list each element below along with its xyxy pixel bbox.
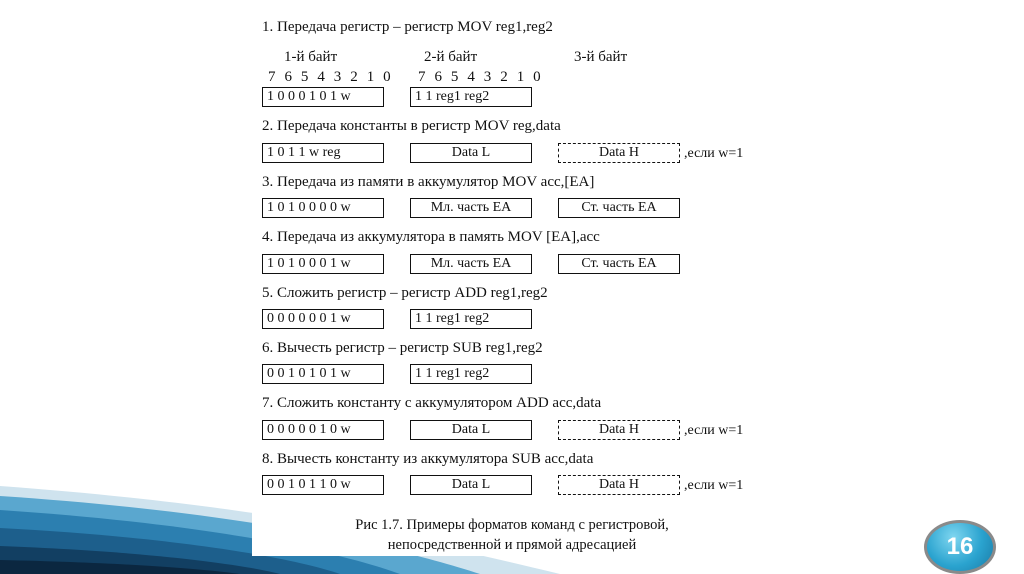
item-2-byte-2: Data L bbox=[410, 143, 532, 163]
item-7-byte-2: Data L bbox=[410, 420, 532, 440]
byte-label-1: 1-й байт bbox=[284, 49, 338, 65]
figure-caption-line-1: Рис 1.7. Примеры форматов команд с регистровой, bbox=[355, 517, 669, 533]
item-8-note: ,если w=1 bbox=[684, 478, 744, 493]
item-2-note: ,если w=1 bbox=[684, 146, 744, 161]
byte-label-2: 2-й байт bbox=[424, 49, 478, 65]
bit-numbers-2: 7 6 5 4 3 2 1 0 bbox=[418, 69, 544, 85]
item-7-byte-3: Data H bbox=[558, 420, 680, 440]
item-1-title: 1. Передача регистр – регистр MOV reg1,reg2 bbox=[262, 19, 553, 35]
item-3-byte-3: Ст. часть ЕА bbox=[558, 198, 680, 218]
item-1-byte-1: 1 0 0 0 1 0 1 w bbox=[262, 87, 384, 107]
item-1-byte-2: 1 1 reg1 reg2 bbox=[410, 87, 532, 107]
item-5-title: 5. Сложить регистр – регистр ADD reg1,reg2 bbox=[262, 285, 548, 301]
item-5-byte-1: 0 0 0 0 0 0 1 w bbox=[262, 309, 384, 329]
item-4-byte-3: Ст. часть ЕА bbox=[558, 254, 680, 274]
item-4-title: 4. Передача из аккумулятора в память MOV [EA],acc bbox=[262, 229, 600, 245]
bit-numbers-1: 7 6 5 4 3 2 1 0 bbox=[268, 69, 394, 85]
item-4-byte-2: Мл. часть ЕА bbox=[410, 254, 532, 274]
item-7-byte-1: 0 0 0 0 0 1 0 w bbox=[262, 420, 384, 440]
item-3-title: 3. Передача из памяти в аккумулятор MOV acc,[EA] bbox=[262, 174, 595, 190]
item-4-byte-1: 1 0 1 0 0 0 1 w bbox=[262, 254, 384, 274]
item-3-byte-1: 1 0 1 0 0 0 0 w bbox=[262, 198, 384, 218]
item-6-title: 6. Вычесть регистр – регистр SUB reg1,reg2 bbox=[262, 340, 543, 356]
item-7-title: 7. Сложить константу с аккумулятором ADD acc,data bbox=[262, 395, 602, 411]
item-2-title: 2. Передача константы в регистр MOV reg,data bbox=[262, 118, 561, 134]
item-2-byte-1: 1 0 1 1 w reg bbox=[262, 143, 384, 163]
item-2-byte-3: Data H bbox=[558, 143, 680, 163]
figure-caption-line-2: непосредственной и прямой адресацией bbox=[387, 537, 637, 553]
item-6-byte-1: 0 0 1 0 1 0 1 w bbox=[262, 364, 384, 384]
item-6-byte-2: 1 1 reg1 reg2 bbox=[410, 364, 532, 384]
item-3-byte-2: Мл. часть ЕА bbox=[410, 198, 532, 218]
byte-label-3: 3-й байт bbox=[574, 49, 628, 65]
item-8-byte-3: Data H bbox=[558, 475, 680, 495]
item-7-note: ,если w=1 bbox=[684, 423, 744, 438]
item-5-byte-2: 1 1 reg1 reg2 bbox=[410, 309, 532, 329]
slide-number-badge: 16 bbox=[924, 520, 996, 574]
item-8-byte-2: Data L bbox=[410, 475, 532, 495]
item-8-byte-1: 0 0 1 0 1 1 0 w bbox=[262, 475, 384, 495]
item-8-title: 8. Вычесть константу из аккумулятора SUB acc,data bbox=[262, 451, 594, 467]
document-figure bbox=[252, 8, 772, 556]
